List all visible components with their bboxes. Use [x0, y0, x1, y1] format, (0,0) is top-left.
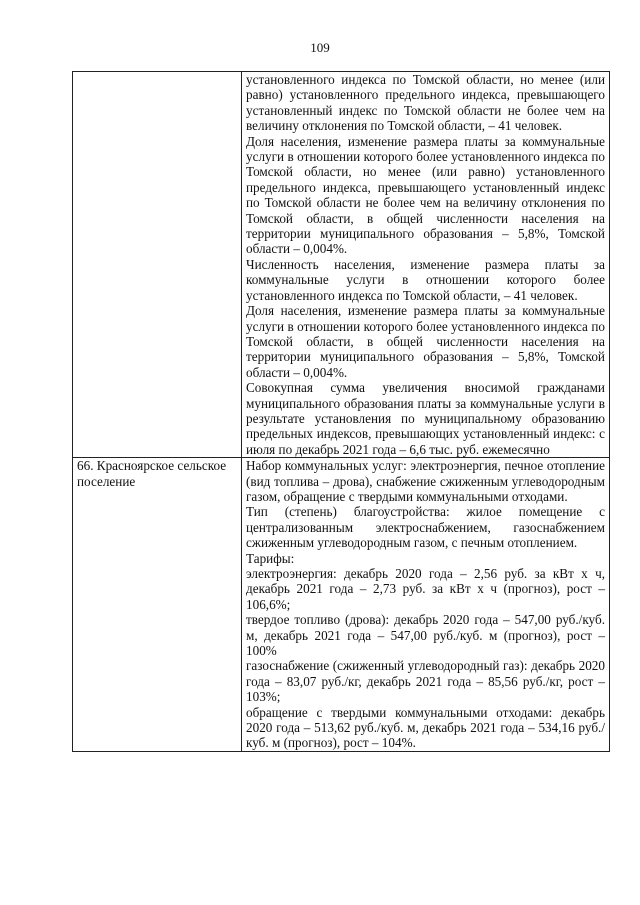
- paragraph: установленного индекса по Томской области, но менее (или равно) установленного предельного индекса, превышающего установленный индекс по Томской области не более чем на величину отклонения по Томской области, – 41 человек.: [246, 72, 605, 134]
- paragraph: газоснабжение (сжиженный углеводородный газ): декабрь 2020 года – 83,07 руб./кг, декабрь 2021 года – 85,56 руб./кг, рост – 103%;: [246, 658, 605, 705]
- description-cell: [242, 458, 610, 752]
- municipality-label: 66. Красноярское сельское поселение: [77, 458, 227, 489]
- page-number: 109: [310, 40, 330, 55]
- description-cell: [242, 72, 610, 458]
- paragraph: Доля населения, изменение размера платы за коммунальные услуги в отношении которого более установленного индекса по Томской области, но менее (или равно) установленного предельного индекса, превышающего установленный индекс по Томской области не более чем на величину отклонения по Томской области, в общей численности населения на территории муниципального образования – 5,8%, Томской области – 0,004%.: [246, 133, 605, 257]
- paragraph: твердое топливо (дрова): декабрь 2020 года – 547,00 руб./куб. м, декабрь 2021 года – 547,00 руб./куб. м (прогноз), рост – 100%: [246, 612, 605, 659]
- paragraph: Доля населения, изменение размера платы за коммунальные услуги в отношении которого более установленного индекса по Томской области, в общей численности населения на территории муниципального образования – 5,8%, Томской области – 0,004%.: [246, 303, 605, 380]
- paragraph: Совокупная сумма увеличения вносимой гражданами муниципального образования платы за коммунальные услуги в результате установления по муниципальному образованию предельных индексов, превышающих установленный индекс: с июля по декабрь 2021 года – 6,6 тыс. руб. ежемесячно: [246, 380, 605, 457]
- municipality-cell: [73, 458, 242, 752]
- paragraph: электроэнергия: декабрь 2020 года – 2,56 руб. за кВт х ч, декабрь 2021 года – 2,73 руб. за кВт х ч (прогноз), рост – 106,6%;: [246, 566, 605, 612]
- paragraph: Набор коммунальных услуг: электроэнергия, печное отопление (вид топлива – дрова), снабжение сжиженным углеводородным газом, обращение с твердыми коммунальными отходами.: [246, 458, 605, 504]
- municipality-cell: [73, 72, 242, 458]
- municipality-table: [72, 71, 610, 752]
- paragraph: обращение с твердыми коммунальными отходами: декабрь 2020 года – 513,62 руб./куб. м, декабрь 2021 года – 534,16 руб./куб. м (прогноз), рост – 104%.: [246, 704, 605, 751]
- table-row: [73, 72, 610, 458]
- paragraph: Численность населения, изменение размера платы за коммунальные услуги в отношении которого более установленного индекса по Томской области, – 41 человек.: [246, 256, 605, 303]
- paragraph: Тарифы:: [246, 550, 295, 566]
- paragraph: Тип (степень) благоустройства: жилое помещение с централизованным электроснабжением, газоснабжением сжиженным углеводородным газом, с печным отоплением.: [246, 504, 605, 551]
- table-row: [73, 458, 610, 752]
